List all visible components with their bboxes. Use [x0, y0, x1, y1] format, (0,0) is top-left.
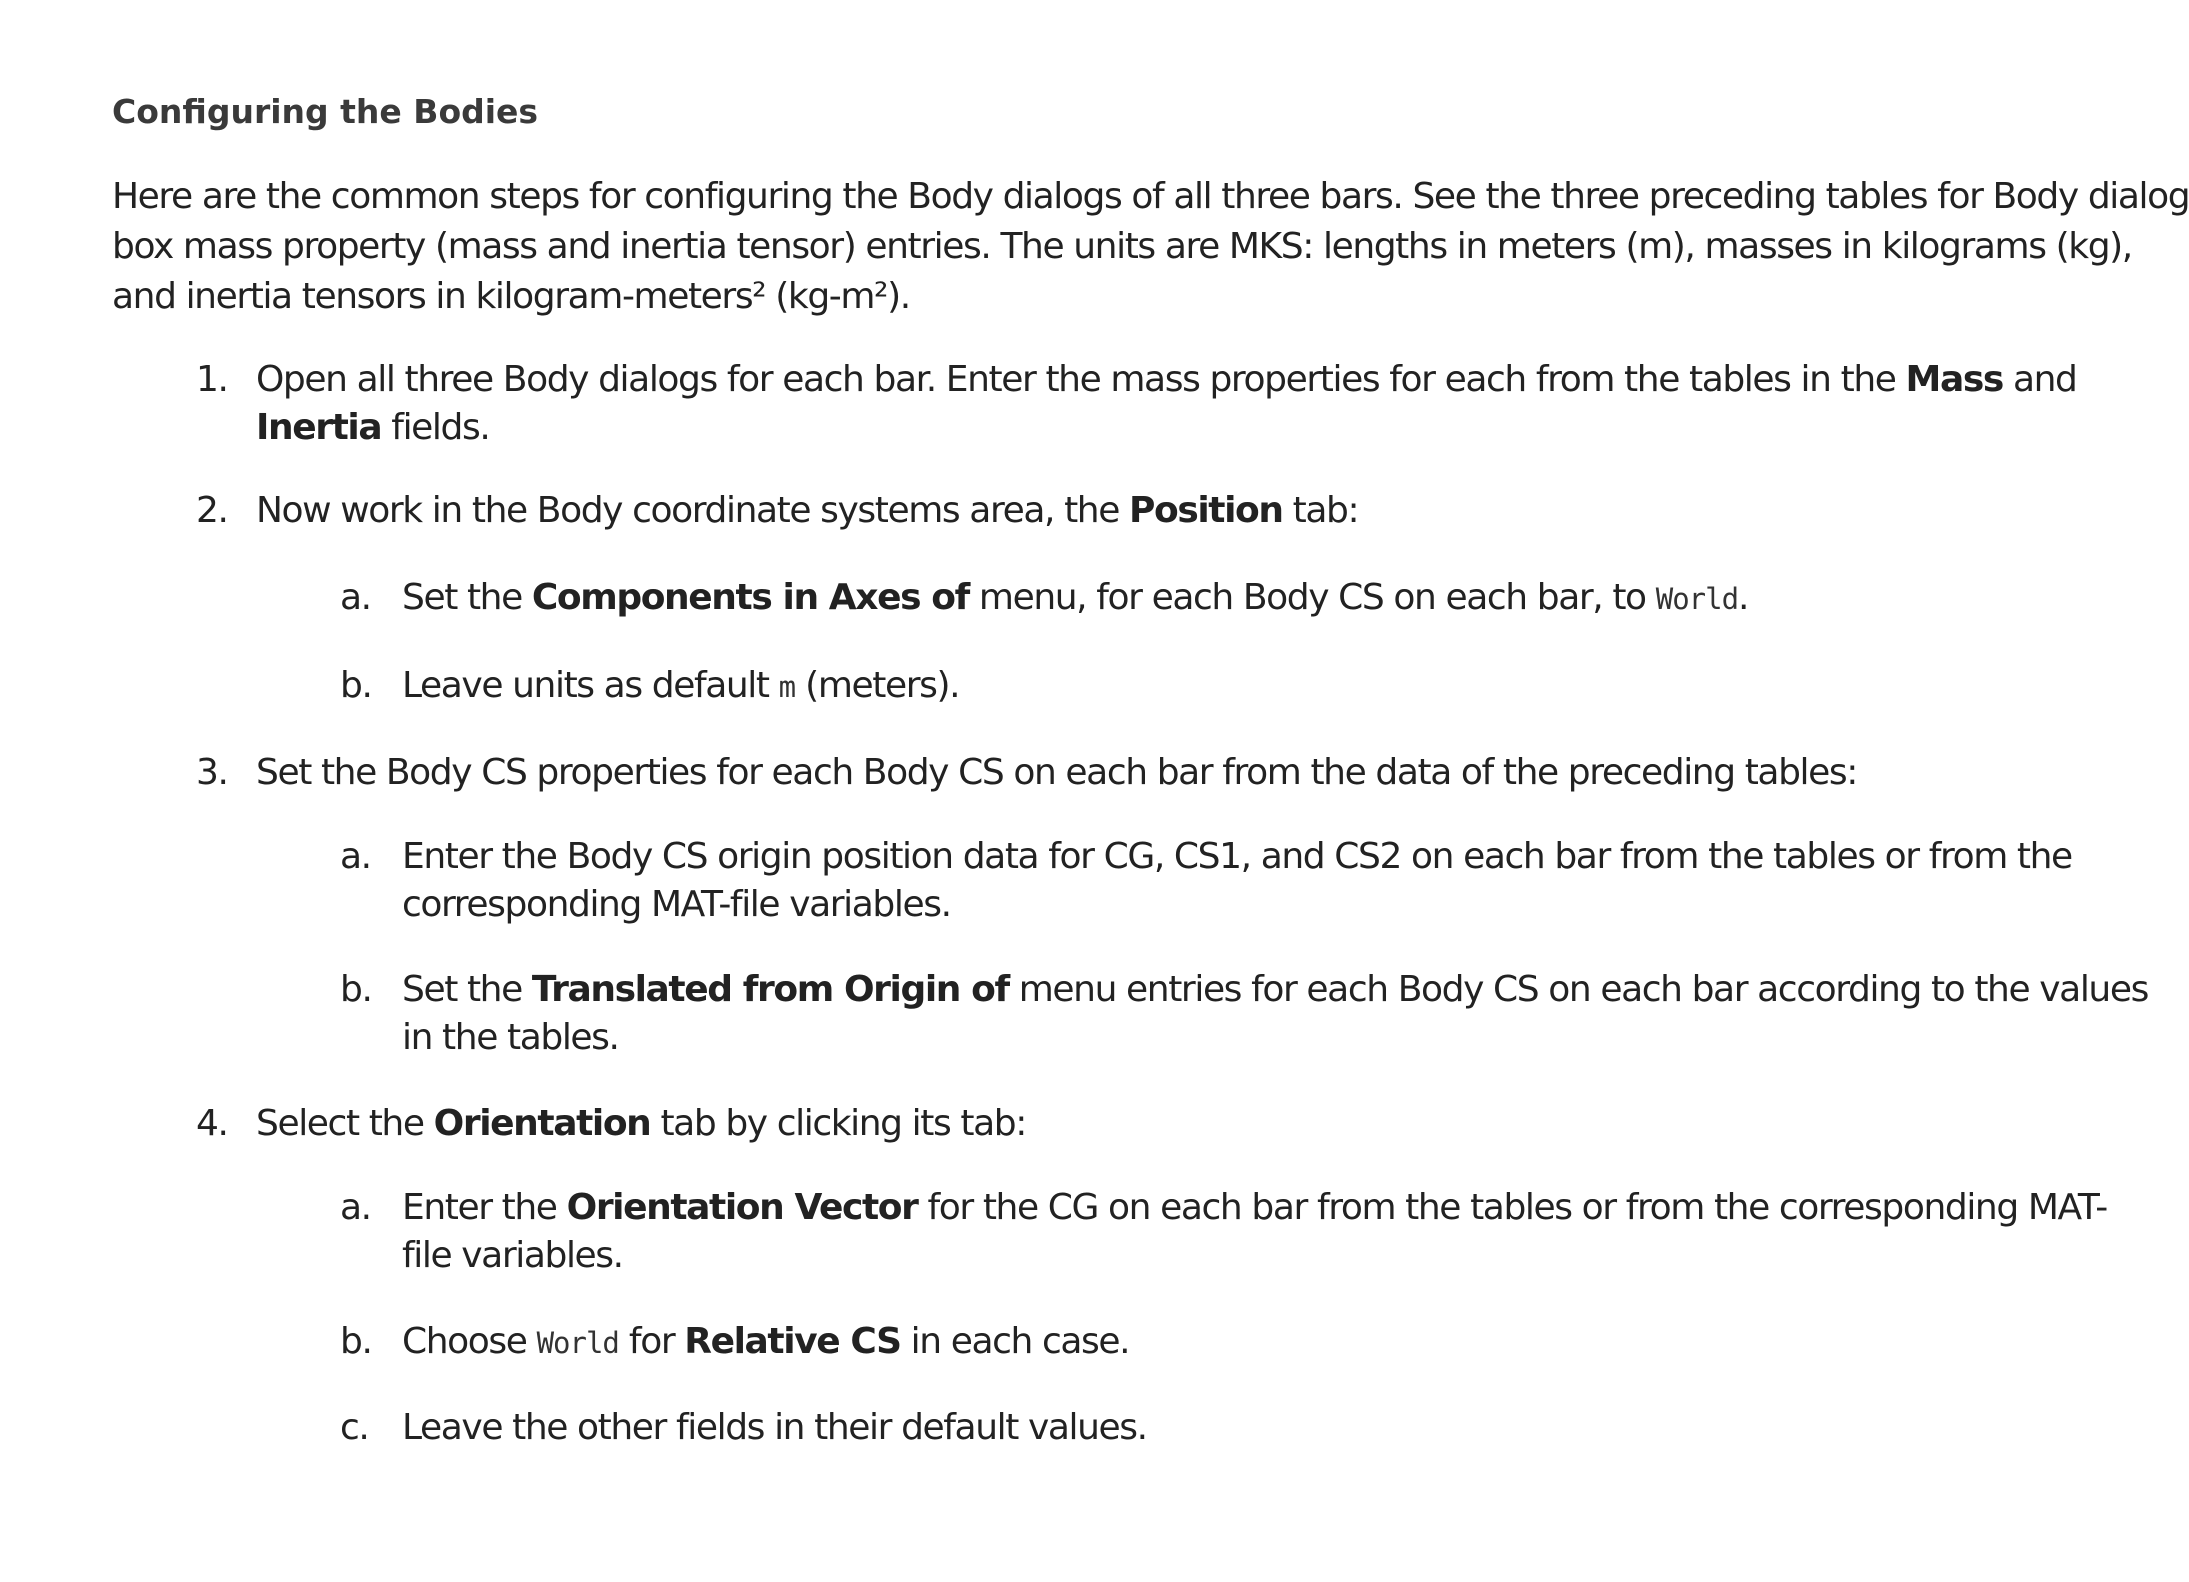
step-4b — [340, 1318, 1129, 1367]
substep-letter: a. — [340, 1187, 371, 1228]
step-text-line: Now work in the Body coordinate systems area, the Position tab: — [256, 490, 1359, 531]
step-number: 3. — [196, 752, 228, 793]
step-number: 4. — [196, 1103, 228, 1144]
inertia-field-name: Inertia — [256, 407, 382, 448]
step-2b — [340, 662, 959, 711]
section-heading: Configuring the Bodies — [112, 92, 539, 131]
substep-letter: a. — [340, 836, 371, 877]
step-text-line: Select the Orientation tab by clicking its tab: — [256, 1103, 1026, 1144]
step-number: 2. — [196, 490, 228, 531]
step-4c — [340, 1404, 1147, 1452]
substep-letter: b. — [340, 665, 372, 706]
step-text-line: Set the Body CS properties for each Body CS on each bar from the data of the preceding tables: — [256, 752, 1857, 793]
translated-from-origin-menu-name: Translated from Origin of — [531, 969, 1009, 1010]
step-3a — [340, 833, 2072, 929]
intro-paragraph — [112, 172, 2189, 322]
components-in-axes-menu-name: Components in Axes of — [531, 577, 969, 618]
substep-letter: c. — [340, 1407, 369, 1448]
intro-line-2: box mass property (mass and inertia tensor) entries. The units are MKS: lengths in meters (m), masses in kilograms (kg), — [112, 226, 2132, 267]
orientation-tab-name: Orientation — [433, 1103, 651, 1144]
step-4 — [196, 1100, 1026, 1148]
substep-letter: a. — [340, 577, 371, 618]
step-text-line: Inertia fields. — [256, 407, 490, 448]
step-4a — [340, 1184, 2107, 1280]
substep-text-line: Leave units as default m (meters). — [402, 665, 960, 706]
substep-text-line: Choose World for Relative CS in each case. — [402, 1321, 1130, 1362]
orientation-vector-field-name: Orientation Vector — [566, 1187, 918, 1228]
position-tab-name: Position — [1129, 490, 1283, 531]
substep-letter: b. — [340, 1321, 372, 1362]
world-value: World — [1655, 582, 1739, 616]
substep-text-line: file variables. — [402, 1235, 623, 1276]
substep-text-line: Set the Components in Axes of menu, for each Body CS on each bar, to World. — [402, 577, 1749, 618]
intro-line-3: and inertia tensors in kilogram-meters² (kg-m²). — [112, 276, 910, 317]
mass-field-name: Mass — [1905, 359, 2003, 400]
meters-unit-value: m — [778, 670, 796, 704]
step-1 — [196, 356, 2077, 452]
step-2a — [340, 574, 1748, 623]
step-2 — [196, 487, 1358, 535]
step-number: 1. — [196, 359, 228, 400]
step-text-line: Open all three Body dialogs for each bar. Enter the mass properties for each from the tables in the Mass and — [256, 359, 2077, 400]
substep-letter: b. — [340, 969, 372, 1010]
step-3 — [196, 749, 1857, 797]
world-value: World — [536, 1326, 619, 1360]
relative-cs-field-name: Relative CS — [684, 1321, 901, 1362]
intro-line-1: Here are the common steps for configuring the Body dialogs of all three bars. See the three preceding tables for Body dialog — [112, 176, 2189, 217]
substep-text-line: Enter the Orientation Vector for the CG on each bar from the tables or from the corresponding MAT- — [402, 1187, 2107, 1228]
substep-text-line: Leave the other fields in their default values. — [402, 1407, 1147, 1448]
substep-text-line: corresponding MAT-file variables. — [402, 884, 951, 925]
step-3b — [340, 966, 2148, 1062]
substep-text-line: in the tables. — [402, 1017, 619, 1058]
substep-text-line: Enter the Body CS origin position data for CG, CS1, and CS2 on each bar from the tables or from the — [402, 836, 2072, 877]
substep-text-line: Set the Translated from Origin of menu entries for each Body CS on each bar according to the values — [402, 969, 2148, 1010]
